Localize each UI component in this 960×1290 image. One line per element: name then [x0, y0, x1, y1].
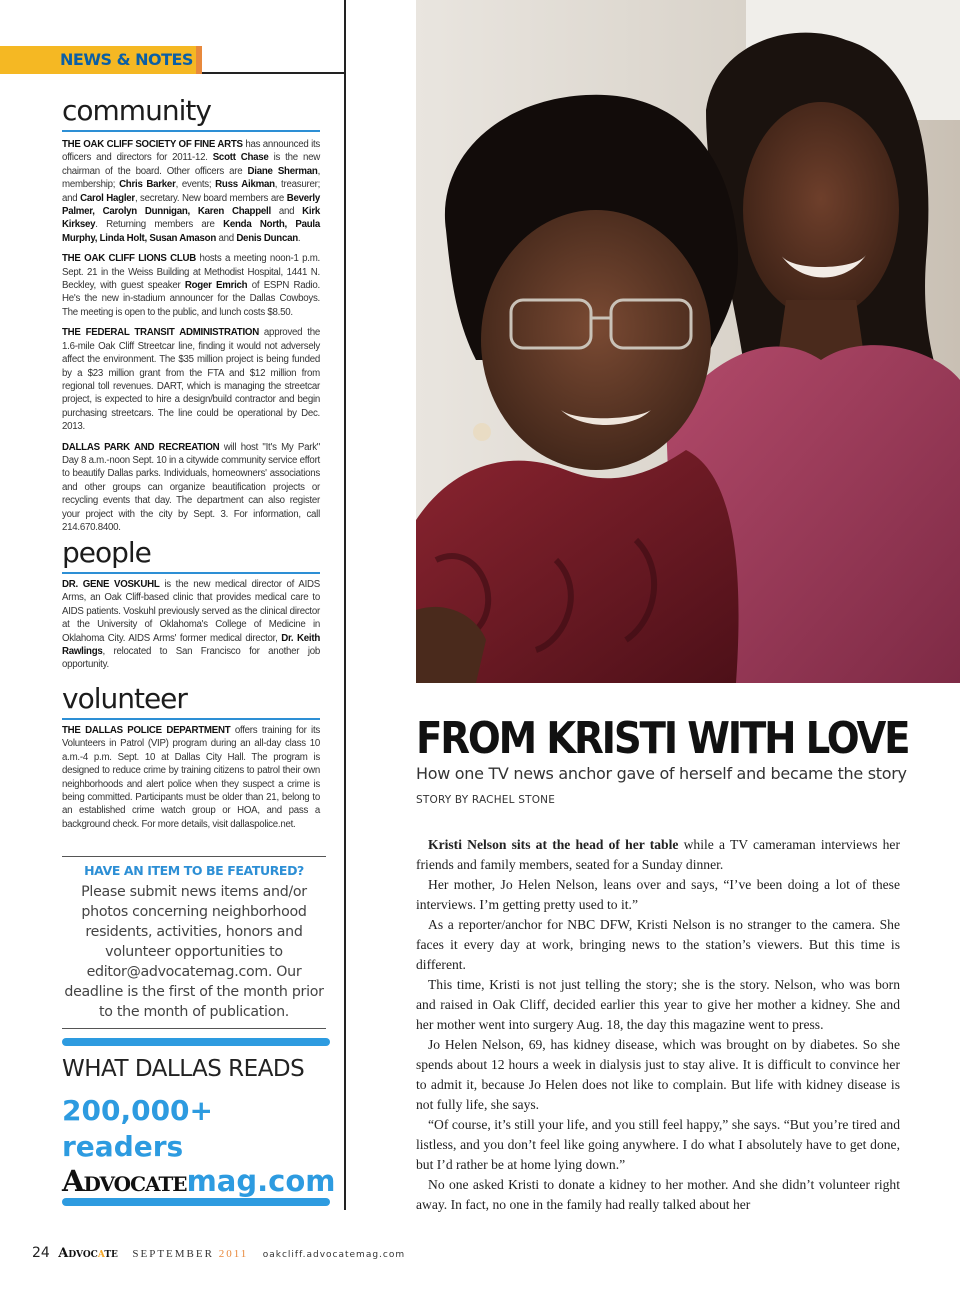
- item-name: Scott Chase: [212, 152, 269, 164]
- reads-ad-number: 200,000+: [62, 1094, 213, 1127]
- item-name: Beverly Palmer, Carolyn Dunnigan, Karen Chappell: [62, 192, 321, 218]
- section-tab-label: NEWS & NOTES: [60, 50, 193, 69]
- item-text: of ESPN Radio. He's the new in-stadium announcer for the Dallas Cowboys. The meeting is open to the public, and lunch costs $8.50.: [62, 280, 320, 318]
- item-text: and: [270, 206, 303, 218]
- people-heading: people: [62, 536, 320, 574]
- submit-item-box: [62, 856, 326, 1029]
- item-lead: THE OAK CLIFF SOCIETY OF FINE ARTS: [62, 139, 243, 150]
- item-lead: THE DALLAS POLICE DEPARTMENT: [62, 725, 231, 736]
- footer-year: 2011: [218, 1248, 249, 1260]
- item-text: has announced its officers and directors for 2011-12.: [62, 139, 321, 164]
- reads-ad-brand[interactable]: [62, 1164, 335, 1199]
- item-text: and: [216, 232, 237, 244]
- article-paragraph: Jo Helen Nelson, 69, has kidney disease, which was brought on by diabetes. So she spends about 12 hours a week in dialysis just to stay alive. It is difficult to convince her to admit it, because Jo Helen does not like to complain. But life with kidney disease is not fully life, she says.: [416, 1037, 900, 1112]
- item-name: Carol Hagler: [80, 192, 135, 204]
- item-text: .: [297, 232, 301, 244]
- item-text: will host "It's My Park" Day 8 a.m.-noon Sept. 10 in a citywide community service effort to beautify Dallas parks. Individuals, homeowners' associations and other groups can organize beautification projects or recycling events that day. The department can also register your project with the city by Sept. 3. For information, call 214.670.8400.: [62, 441, 320, 533]
- page-footer: [32, 1244, 405, 1264]
- brand-magcom: mag.com: [186, 1164, 336, 1198]
- article-body: [416, 835, 900, 1215]
- community-item: [62, 326, 320, 433]
- item-text: offers training for its Volunteers in Patrol (VIP) program during an all-day class 10 a.m.-4 p.m. Sept. 10 at Dallas City Hall. The program is designed to reduce crime by training citizens to patrol their own neighborhoods and alert police when they suspect a crime is being committed. Participants must be older than 21, belong to an established crime watch group or HOA, and pass a background check. For more details, visit dallaspolice.net.: [62, 725, 320, 830]
- article-headline: FROM KRISTI WITH LOVE: [416, 713, 909, 764]
- section-tab-rule: [202, 72, 344, 74]
- item-name: Denis Duncan: [236, 232, 298, 244]
- item-text: is the new chairman of the board. Other officers are: [62, 152, 320, 177]
- item-text: , treasurer; and: [62, 179, 321, 204]
- volunteer-item: [62, 724, 320, 831]
- footer-brand-part: Advoc: [58, 1246, 98, 1261]
- item-name: Russ Aikman: [215, 179, 275, 191]
- article-paragraph: No one asked Kristi to donate a kidney to her mother. And she didn’t volunteer right away. In fact, no one in the family had really talked about her: [416, 1177, 900, 1212]
- item-lead: DALLAS PARK AND RECREATION: [62, 441, 220, 453]
- footer-url[interactable]: oakcliff.advocatemag.com: [262, 1250, 406, 1260]
- article-paragraph: As a reporter/anchor for NBC DFW, Kristi Nelson is no stranger to the camera. She faces it every day at work, bringing news to the station’s viewers. But this time is different.: [416, 917, 900, 972]
- brand-advocate: Advocate: [62, 1164, 187, 1198]
- item-text: , events;: [175, 179, 216, 191]
- community-item: [62, 252, 320, 319]
- submit-item-rule: [62, 1028, 326, 1029]
- section-tab-bar: [0, 46, 200, 74]
- volunteer-body: [62, 724, 320, 838]
- item-name: Dr. Keith Rawlings: [62, 632, 320, 658]
- item-text: , secretary. New board members are: [134, 192, 287, 204]
- footer-month: SEPTEMBER: [132, 1248, 214, 1260]
- item-name: Roger Emrich: [184, 280, 248, 292]
- item-lead: THE OAK CLIFF LIONS CLUB: [62, 253, 197, 265]
- article-text: while a TV cameraman interviews her friends and family members, seated for a Sunday dinner.: [416, 837, 900, 872]
- page-number: 24: [32, 1245, 50, 1261]
- item-name: Kirk Kirksey: [62, 206, 320, 231]
- article-paragraph: [416, 835, 900, 875]
- article-subhead: How one TV news anchor gave of herself and became the story: [416, 764, 907, 783]
- reads-ad-title: WHAT DALLAS READS: [62, 1056, 305, 1082]
- community-heading: community: [62, 94, 320, 132]
- item-text: approved the 1.6-mile Oak Cliff Streetcar line, finding it would not adversely affect the environment. The $35 million project is being funded by a $23 million grant from the FTA and $12 million from regional toll revenues. DART, which is managing the streetcar project, is expected to hire a design/build contractor and begin purchasing streetcars. The line could be operational by Dec. 2013.: [62, 327, 320, 433]
- article-paragraph: Her mother, Jo Helen Nelson, leans over and says, “I’ve been doing a lot of these interviews. I’m getting pretty used to it.”: [416, 877, 900, 912]
- article-paragraph: “Of course, it’s still your life, and you still feel happy,” she says. “But you’re tired and listless, and you don’t feel like going anywhere. I do what I absolutely have to get done, but I’d rather be at home lying down.”: [416, 1117, 900, 1172]
- footer-brand: [58, 1246, 118, 1261]
- section-tab: [0, 46, 344, 76]
- footer-brand-accent: a: [97, 1246, 105, 1261]
- people-body: [62, 578, 320, 679]
- people-item: [62, 578, 320, 672]
- item-text: . Returning members are: [95, 219, 224, 231]
- reads-ad-top-bar: [62, 1038, 330, 1046]
- photo-illustration: [416, 0, 960, 683]
- community-body: [62, 138, 320, 541]
- article-lead-in: Kristi Nelson sits at the head of her table: [428, 837, 679, 852]
- item-text: is the new medical director of AIDS Arms, an Oak Cliff-based clinic that provides medical care to AIDS patients. Voskuhl previously served as the clinical director at the University of Oklahoma's College of Medicine in Oklahoma City. AIDS Arms' former medical director,: [62, 579, 320, 644]
- section-tab-accent: [196, 46, 202, 74]
- article-byline: STORY BY RACHEL STONE: [416, 794, 556, 806]
- article-photo: [416, 0, 960, 683]
- news-notes-column: [0, 0, 346, 1210]
- footer-issue: [132, 1248, 248, 1260]
- item-name: Diane Sherman: [247, 165, 318, 177]
- reads-ad-bottom-bar: [62, 1198, 330, 1206]
- reads-ad-unit: readers: [62, 1130, 184, 1163]
- item-text: hosts a meeting noon-1 p.m. Sept. 21 in the Weiss Building at Methodist Hospital, 1441 N. Beckley, with guest speaker: [62, 253, 320, 292]
- community-item: [62, 138, 320, 245]
- item-text: , membership;: [62, 165, 321, 191]
- footer-brand-part: te: [104, 1246, 118, 1261]
- volunteer-heading: volunteer: [62, 682, 320, 720]
- item-lead: THE FEDERAL TRANSIT ADMINISTRATION: [62, 327, 259, 339]
- community-item: [62, 441, 320, 535]
- article-paragraph: This time, Kristi is not just telling the story; she is the story. Nelson, who was born and raised in Oak Cliff, decided earlier this year to give her mother a kidney. She and her mother went into surgery Aug. 18, the day this magazine went to press.: [416, 977, 900, 1032]
- item-name: Chris Barker: [119, 179, 176, 191]
- item-text: , relocated to San Francisco for another job opportunity.: [62, 646, 320, 671]
- item-name: Kenda North, Paula Murphy, Linda Holt, Susan Amason: [62, 219, 320, 244]
- item-lead: DR. GENE VOSKUHL: [62, 579, 160, 590]
- submit-item-heading: HAVE AN ITEM TO BE FEATURED?: [84, 863, 304, 878]
- submit-item-text: Please submit news items and/or photos concerning neighborhood residents, activities, honors and volunteer opportunities to editor@advocatemag.com. Our deadline is the first of the month prior to the month of publication.: [64, 884, 324, 1020]
